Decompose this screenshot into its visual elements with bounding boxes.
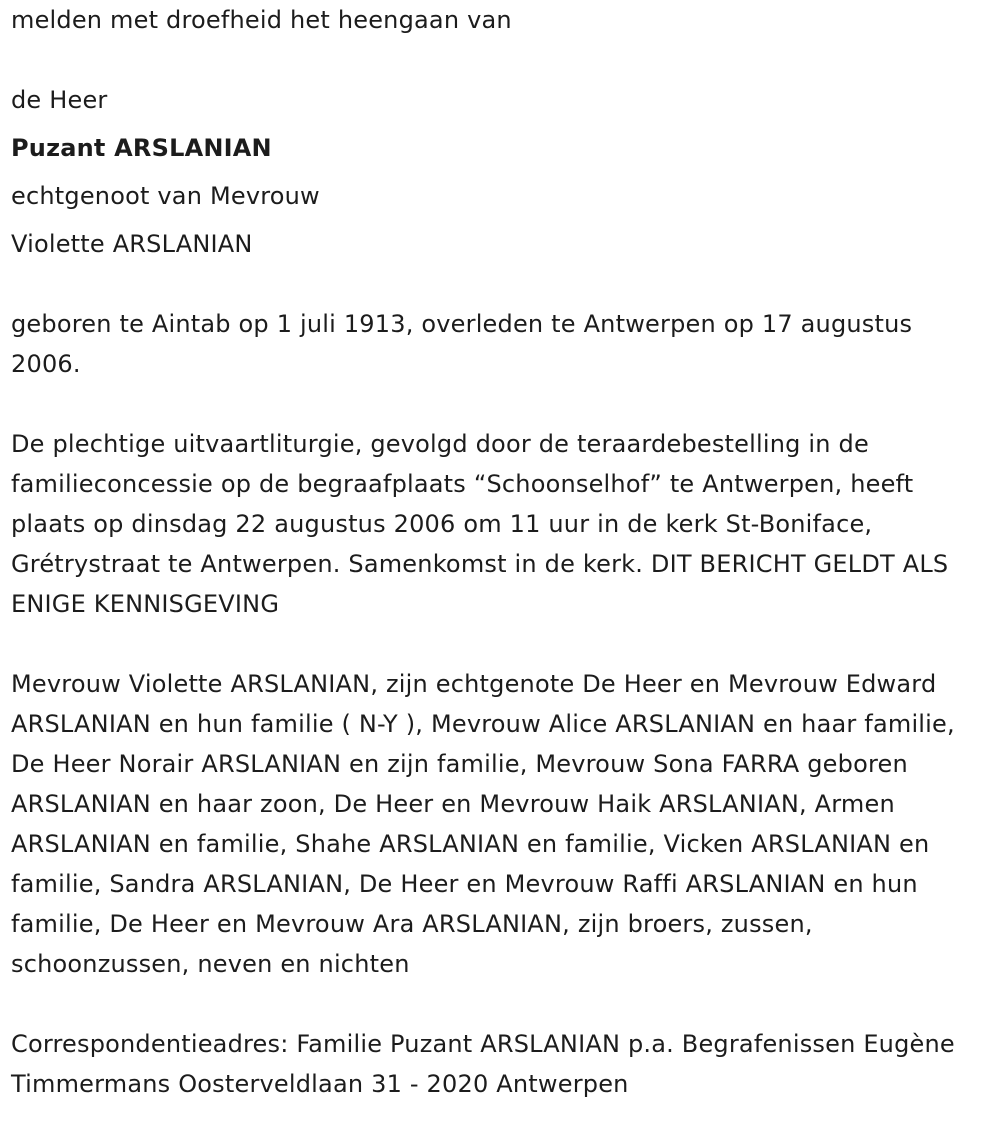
spacer <box>11 168 986 176</box>
salutation: de Heer <box>11 86 108 114</box>
spacer <box>11 264 986 304</box>
spacer <box>11 984 986 1024</box>
birth-death-text: geboren te Aintab op 1 juli 1913, overleden te Antwerpen op 17 augustus 2006. <box>11 310 913 378</box>
spacer <box>11 120 986 128</box>
death-notice <box>11 0 986 1104</box>
deceased-name: Puzant ARSLANIAN <box>11 134 272 162</box>
spacer <box>11 40 986 80</box>
spacer <box>11 384 986 424</box>
spacer <box>11 216 986 224</box>
intro-text: melden met droefheid het heengaan van <box>11 6 512 34</box>
spacer <box>11 624 986 664</box>
correspondence-text: Correspondentieadres: Familie Puzant ARSLANIAN p.a. Begrafenissen Eugène Timmermans Oosterveldlaan 31 - 2020 Antwerpen <box>11 1030 955 1098</box>
spouse-label: echtgenoot van Mevrouw <box>11 182 320 210</box>
spouse-name: Violette ARSLANIAN <box>11 230 253 258</box>
family-text: Mevrouw Violette ARSLANIAN, zijn echtgenote De Heer en Mevrouw Edward ARSLANIAN en hun familie ( N-Y ), Mevrouw Alice ARSLANIAN en haar familie, De Heer Norair ARSLANIAN en zijn familie, Mevrouw Sona FARRA geboren ARSLANIAN en haar zoon, De Heer en Mevrouw Haik ARSLANIAN, Armen ARSLANIAN en familie, Shahe ARSLANIAN en familie, Vicken ARSLANIAN en familie, Sandra ARSLANIAN, De Heer en Mevrouw Raffi ARSLANIAN en hun familie, De Heer en Mevrouw Ara ARSLANIAN, zijn broers, zussen, schoonzussen, neven en nichten <box>11 670 955 978</box>
ceremony-text: De plechtige uitvaartliturgie, gevolgd door de teraardebestelling in de familieconcessie op de begraafplaats “Schoonselhof” te Antwerpen, heeft plaats op dinsdag 22 augustus 2006 om 11 uur in de kerk St-Boniface, Grétrystraat te Antwerpen. Samenkomst in de kerk. DIT BERICHT GELDT ALS ENIGE KENNISGEVING <box>11 430 949 618</box>
